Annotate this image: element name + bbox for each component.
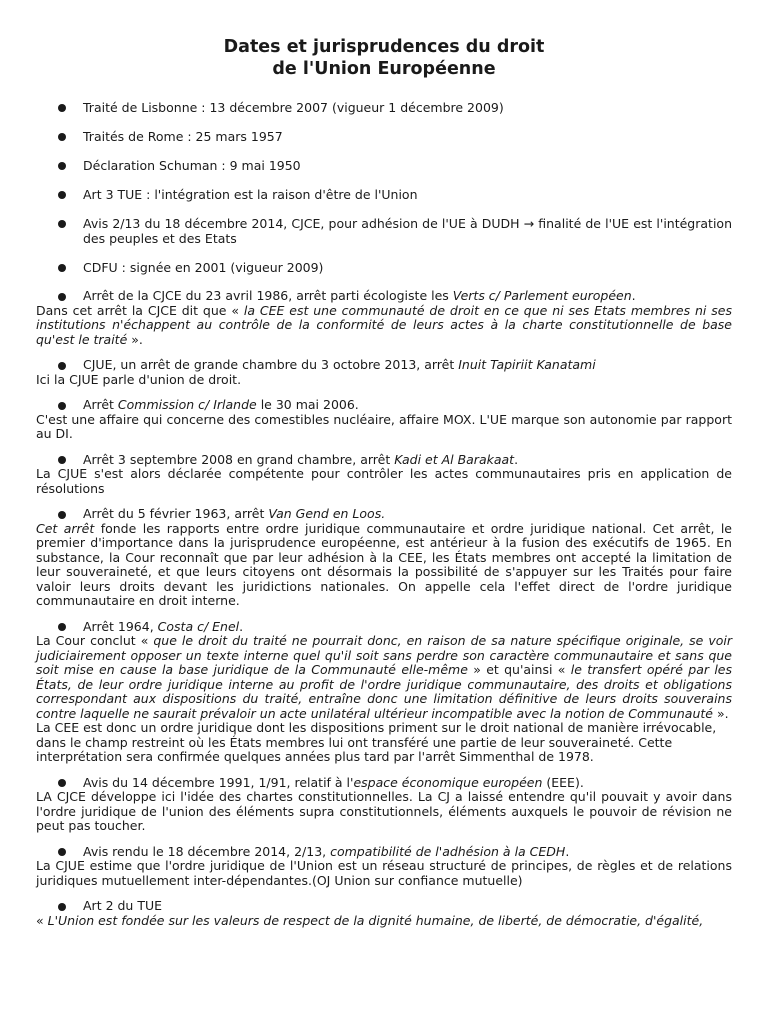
- list-item: Déclaration Schuman : 9 mai 1950: [36, 158, 732, 173]
- bullet-icon: [58, 456, 66, 464]
- case-heading: Art 2 du TUE: [36, 899, 732, 914]
- case-cedh-section: [36, 845, 732, 889]
- list-item: Avis 2/13 du 18 décembre 2014, CJCE, pour adhésion de l'UE à DUDH → finalité de l'UE est l'intégration des peuples et des Etats: [36, 216, 732, 246]
- list-item: Art 3 TUE : l'intégration est la raison d'être de l'Union: [36, 187, 732, 202]
- title-line-1: Dates et jurisprudences du droit: [223, 37, 545, 57]
- list-item: Traité de Lisbonne : 13 décembre 2007 (vigueur 1 décembre 2009): [36, 100, 732, 115]
- bullet-icon: [58, 133, 66, 141]
- case-heading: Arrêt de la CJCE du 23 avril 1986, arrêt parti écologiste les Verts c/ Parlement européen.: [36, 289, 732, 304]
- case-commentary: La CEE est donc un ordre juridique dont les dispositions priment sur le droit national de manière irrévocable, dans le champ restreint où les États membres lui ont transféré une partie de leur souveraineté. Cette interprétation sera confirmée quelques années plus tard par l'arrêt Simmenthal de 1978.: [36, 720, 717, 764]
- case-description: La CJUE s'est alors déclarée compétente pour contrôler les actes communautaires pris en application de résolutions: [36, 466, 732, 496]
- case-heading: Arrêt 3 septembre 2008 en grand chambre, arrêt Kadi et Al Barakaat.: [36, 453, 732, 468]
- case-verts-section: [36, 289, 732, 347]
- bullet-icon: [58, 162, 66, 170]
- list-item: CDFU : signée en 2001 (vigueur 2009): [36, 260, 732, 275]
- bullet-icon: [58, 191, 66, 199]
- case-description: La CJUE estime que l'ordre juridique de l'Union est un réseau structuré de principes, de règles et de relations juridiques mutuellement inter-dépendantes.(OJ Union sur confiance mutuelle): [36, 858, 732, 888]
- document-page: [36, 36, 732, 939]
- list-item: Traités de Rome : 25 mars 1957: [36, 129, 732, 144]
- case-inuit-section: [36, 358, 732, 387]
- bullet-icon: [58, 220, 66, 228]
- bullet-icon: [58, 511, 66, 519]
- case-description: « L'Union est fondée sur les valeurs de respect de la dignité humaine, de liberté, de démocratie, d'égalité,: [36, 912, 704, 928]
- bullet-icon: [58, 779, 66, 787]
- case-description: Ici la CJUE parle d'union de droit.: [36, 371, 242, 387]
- case-description: C'est une affaire qui concerne des comestibles nucléaire, affaire MOX. L'UE marque son autonomie par rapport au DI.: [36, 411, 732, 441]
- bullet-icon: [58, 362, 66, 370]
- article-2-tue-section: [36, 899, 732, 928]
- bullet-icon: [58, 402, 66, 410]
- case-description: La Cour conclut « que le droit du traité ne pourrait donc, en raison de sa nature spécifique originale, se voir judiciairement opposer un texte interne quel qu'il soit sans perdre son caractère communautaire et sans que soit mise en cause la base juridique de la Communauté elle-même » et qu'ainsi « le transfert opéré par les États, de leur ordre juridique interne au profit de l'ordre juridique communautaire, des droits et obligations correspondant aux dispositions du traité, entraîne donc une limitation définitive de leurs droits souverains contre laquelle ne saurait prévaloir un acte unilatéral ultérieur incompatible avec la notion de Communauté ».: [36, 633, 732, 721]
- bullet-icon: [58, 104, 66, 112]
- case-description: Cet arrêt fonde les rapports entre ordre juridique communautaire et ordre juridique national. Cet arrêt, le premier d'importance dans la jurisprudence européenne, est antérieur à la fusion des exécutifs de 1965. En substance, la Cour reconnaît que par leur adhésion à la CEE, les États membres ont accepté la limitation de leur souveraineté, et que leurs citoyens ont désormais la possibilité de s'appuyer sur les Traités pour faire valoir leurs droits devant les juridictions nationales. On appelle cela l'effet direct de l'ordre juridique communautaire en droit interne.: [36, 520, 733, 608]
- case-heading: Arrêt 1964, Costa c/ Enel.: [36, 620, 732, 635]
- title-line-2: de l'Union Européenne: [272, 59, 496, 79]
- case-vangend-section: [36, 507, 732, 609]
- case-irlande-section: [36, 398, 732, 442]
- case-description: LA CJCE développe ici l'idée des chartes constitutionnelles. La CJ a laissé entendre qu'il pouvait y avoir dans l'ordre juridique de l'union des éléments supra constitutionnels, éléments auxquels le pouvoir de révision ne peut pas toucher.: [36, 789, 732, 833]
- case-description: Dans cet arrêt la CJCE dit que « la CEE est une communauté de droit en ce que ni ses Etats membres ni ses institutions n'échappent au contrôle de la conformité de leurs actes à la charte constitutionnelle de base qu'est le traité ».: [36, 302, 732, 347]
- case-heading: Avis du 14 décembre 1991, 1/91, relatif à l'espace économique européen (EEE).: [36, 776, 732, 791]
- case-kadi-section: [36, 453, 732, 497]
- case-heading: Arrêt Commission c/ Irlande le 30 mai 2006.: [36, 398, 732, 413]
- case-heading: CJUE, un arrêt de grande chambre du 3 octobre 2013, arrêt Inuit Tapiriit Kanatami: [36, 358, 732, 373]
- bullet-icon: [58, 903, 66, 911]
- bullet-icon: [58, 623, 66, 631]
- case-heading: Avis rendu le 18 décembre 2014, 2/13, compatibilité de l'adhésion à la CEDH.: [36, 845, 732, 860]
- key-dates-list: [36, 100, 732, 275]
- case-heading: Arrêt du 5 février 1963, arrêt Van Gend en Loos.: [36, 507, 732, 522]
- bullet-icon: [58, 293, 66, 301]
- case-costa-section: [36, 620, 732, 765]
- bullet-icon: [58, 264, 66, 272]
- case-eee-section: [36, 776, 732, 834]
- document-title: [36, 36, 732, 80]
- bullet-icon: [58, 848, 66, 856]
